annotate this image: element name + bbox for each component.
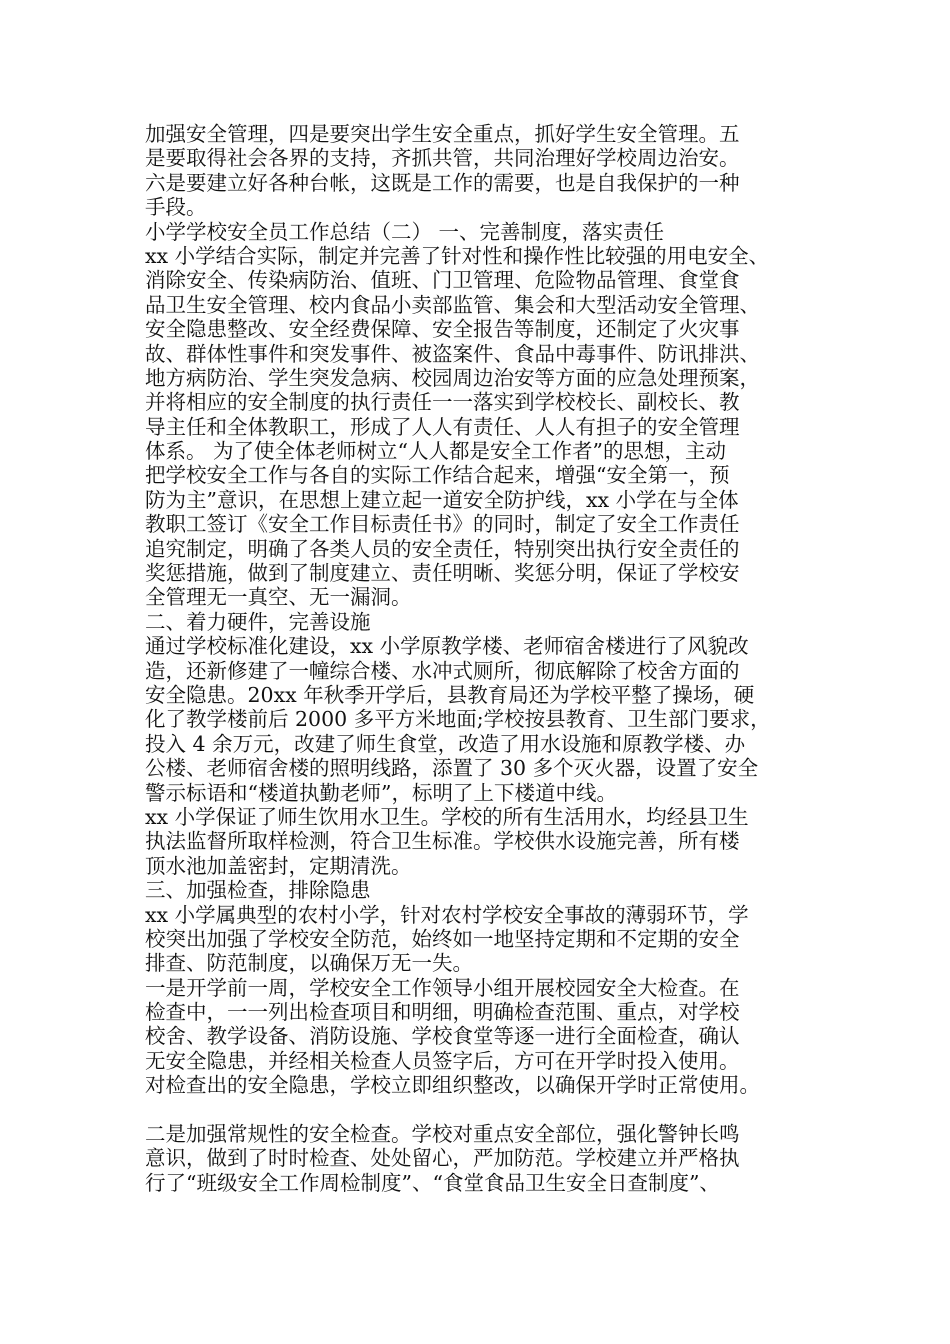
text-line: 小学学校安全员工作总结（二） 一、完善制度，落实责任: [145, 219, 665, 244]
text-line: 品卫生安全管理、校内食品小卖部监管、集会和大型活动安全管理、: [145, 292, 760, 317]
text-line: 二、着力硬件，完善设施: [145, 609, 371, 634]
text-line: 校突出加强了学校安全防范，始终如一地坚持定期和不定期的安全: [145, 926, 740, 951]
text-line: 公楼、老师宿舍楼的照明线路，添置了 30 多个灭火器，设置了安全: [145, 756, 759, 781]
text-line: 教职工签订《安全工作目标责任书》的同时，制定了安全工作责任: [145, 512, 740, 537]
text-line: 一是开学前一周，学校安全工作领导小组开展校园安全大检查。在: [145, 975, 740, 1000]
document-page: [145, 122, 817, 1195]
text-line: 对检查出的安全隐患，学校立即组织整改，以确保开学时正常使用。: [145, 1073, 760, 1098]
text-line: xx 小学属典型的农村小学，针对农村学校安全事故的薄弱环节，学: [145, 902, 749, 927]
text-line: 并将相应的安全制度的执行责任一一落实到学校校长、副校长、教: [145, 390, 740, 415]
text-line: 把学校安全工作与各自的实际工作结合起来，增强“安全第一，预: [145, 463, 730, 488]
text-line: 安全隐患整改、安全经费保障、安全报告等制度，还制定了火灾事: [145, 317, 740, 342]
text-line: 导主任和全体教职工，形成了人人有责任、人人有担子的安全管理: [145, 414, 740, 439]
text-line: 造，还新修建了一幢综合楼、水冲式厕所，彻底解除了校舍方面的: [145, 658, 740, 683]
text-line: 奖惩措施，做到了制度建立、责任明晰、奖惩分明，保证了学校安: [145, 561, 740, 586]
text-line: 二是加强常规性的安全检查。学校对重点安全部位，强化警钟长鸣: [145, 1122, 740, 1147]
text-line: 加强安全管理，四是要突出学生安全重点，抓好学生安全管理。五: [145, 122, 740, 146]
text-line: 防为主”意识，在思想上建立起一道安全防护线，xx 小学在与全体: [145, 487, 739, 512]
text-line: 安全隐患。20xx 年秋季开学后，县教育局还为学校平整了操场，硬: [145, 682, 755, 707]
text-line: 无安全隐患，并经相关检查人员签字后，方可在开学时投入使用。: [145, 1048, 740, 1073]
text-line: 追究制定，明确了各类人员的安全责任，特别突出执行安全责任的: [145, 536, 740, 561]
text-line: 执法监督所取样检测，符合卫生标准。学校供水设施完善，所有楼: [145, 829, 740, 854]
text-line: 行了“班级安全工作周检制度”、“食堂食品卫生安全日查制度”、: [145, 1170, 720, 1195]
text-line: 三、加强检查，排除隐患: [145, 878, 371, 903]
text-line: 体系。 为了使全体老师树立“人人都是安全工作者”的思想，主动: [145, 439, 726, 464]
text-line: 是要取得社会各界的支持，齐抓共管，共同治理好学校周边治安。: [145, 146, 740, 171]
text-line: 化了教学楼前后 2000 多平方米地面;学校按县教育、卫生部门要求，: [145, 707, 771, 732]
text-line: 通过学校标准化建设，xx 小学原教学楼、老师宿舍楼进行了风貌改: [145, 634, 749, 659]
text-line: 全管理无一真空、无一漏洞。: [145, 585, 412, 610]
text-line: 投入 4 余万元，改建了师生食堂，改造了用水设施和原教学楼、办: [145, 731, 746, 756]
text-line: 意识，做到了时时检查、处处留心，严加防范。学校建立并严格执: [145, 1146, 740, 1171]
text-line: 警示标语和“楼道执勤老师”，标明了上下楼道中线。: [145, 780, 617, 805]
text-line: 六是要建立好各种台帐，这既是工作的需要，也是自我保护的一种: [145, 170, 740, 195]
text-line: 消除安全、传染病防治、值班、门卫管理、危险物品管理、食堂食: [145, 268, 740, 293]
text-line: xx 小学结合实际，制定并完善了针对性和操作性比较强的用电安全、: [145, 243, 770, 268]
text-line: 校舍、教学设备、消防设施、学校食堂等逐一进行全面检查，确认: [145, 1024, 740, 1049]
text-line: xx 小学保证了师生饮用水卫生。学校的所有生活用水，均经县卫生: [145, 804, 749, 829]
blank-line: [145, 1098, 817, 1122]
text-line: 检查中，一一列出检查项目和明细，明确检查范围、重点，对学校: [145, 1000, 740, 1025]
text-line: 手段。: [145, 195, 207, 220]
text-line: 地方病防治、学生突发急病、校园周边治安等方面的应急处理预案，: [145, 365, 760, 390]
text-line: 顶水池加盖密封，定期清洗。: [145, 853, 412, 878]
text-line: 故、群体性事件和突发事件、被盗案件、食品中毒事件、防讯排洪、: [145, 341, 760, 366]
text-line: 排查、防范制度，以确保万无一失。: [145, 951, 473, 976]
